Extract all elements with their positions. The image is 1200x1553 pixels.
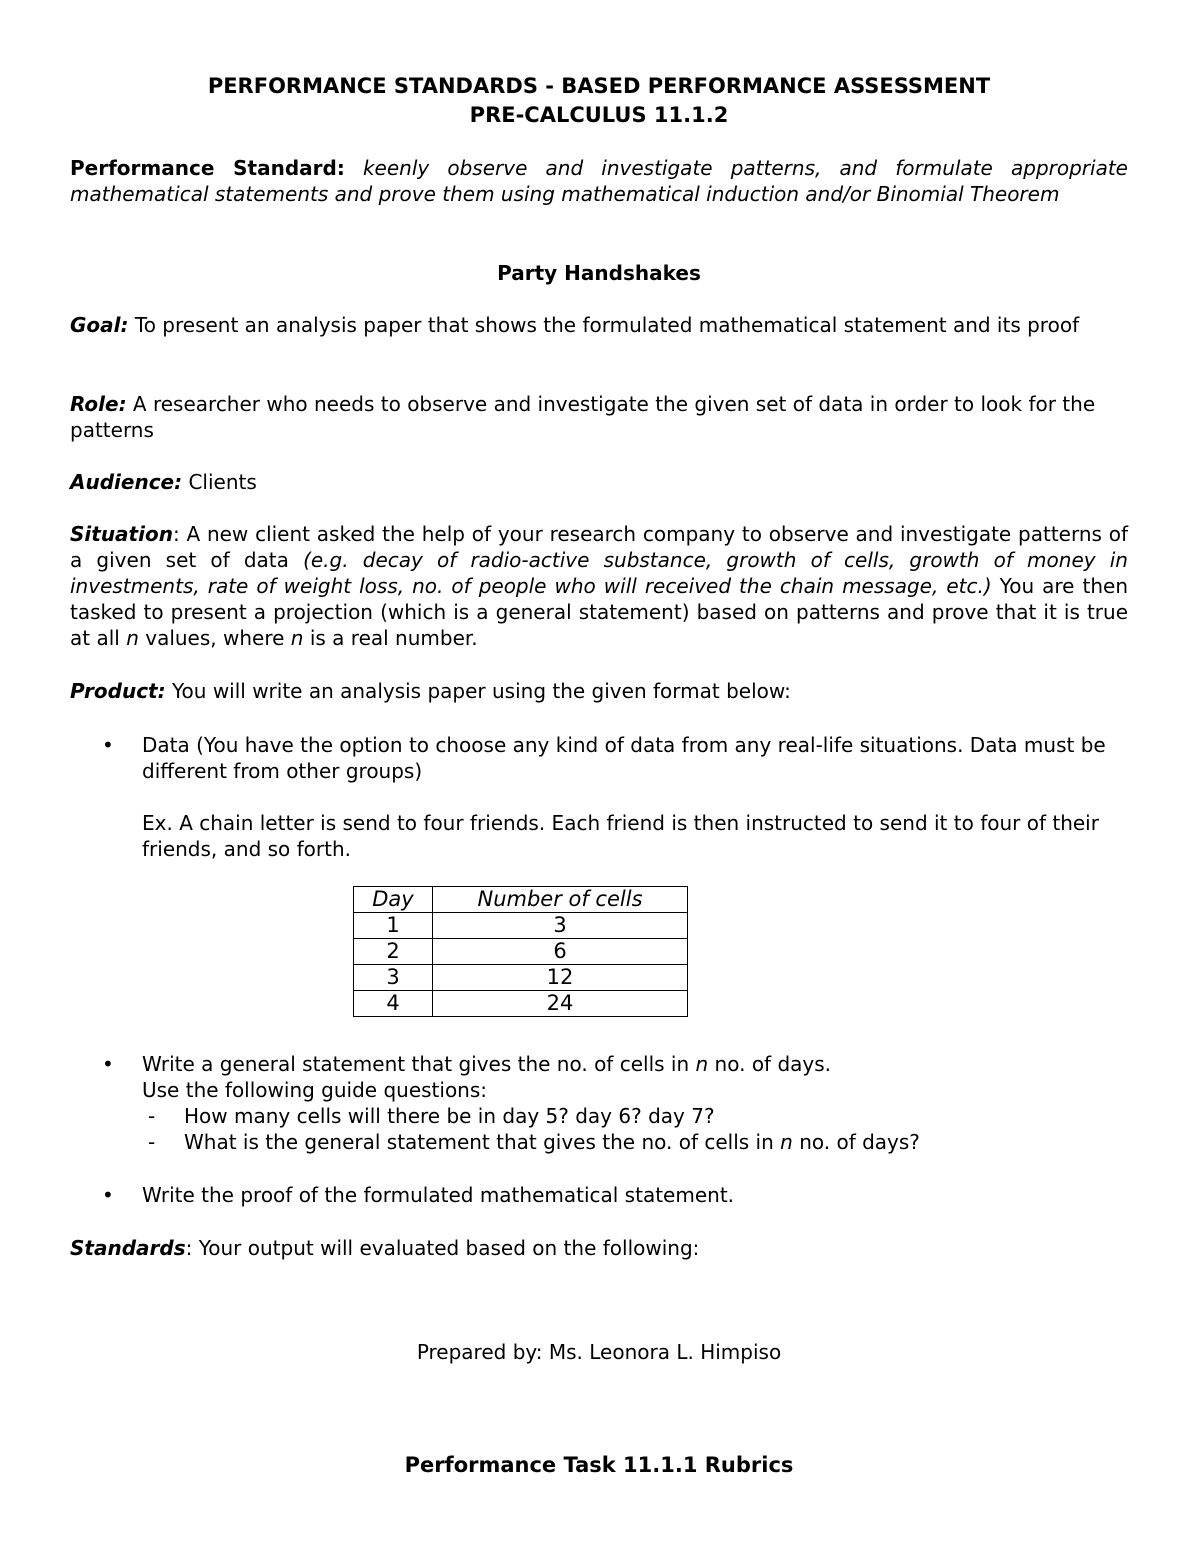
goal-paragraph: [70, 312, 1128, 338]
table-header-day: Day: [354, 887, 433, 913]
situation-text-4: values, where: [145, 626, 285, 650]
situation-var-n: n: [126, 626, 139, 650]
guide-question-2-text: [184, 1129, 920, 1155]
audience-paragraph: [70, 469, 1128, 495]
table-row: [354, 913, 688, 939]
statement-line: [142, 1051, 1128, 1077]
table-row: [354, 965, 688, 991]
situation-examples: (e.g. decay of radio-active substance, growth of cells, growth of money in investments, rate of weight loss, no. of people who will received the chain message, etc.): [70, 548, 1128, 598]
guide-intro: Use the following guide questions:: [142, 1078, 488, 1102]
document-page: [70, 0, 1128, 1553]
bullet-icon: •: [102, 1183, 114, 1207]
audience-text: Clients: [188, 470, 257, 494]
example-text: Ex. A chain letter is send to four friends. Each friend is then instructed to send it to four of their friends, and so forth.: [142, 811, 1099, 861]
goal-label: Goal:: [70, 313, 129, 337]
task-title: Party Handshakes: [497, 261, 701, 285]
bullet-proof-text: Write the proof of the formulated mathematical statement.: [142, 1183, 735, 1207]
standards-paragraph: [70, 1235, 1128, 1261]
bullet-statement-block: [142, 1051, 1128, 1155]
rubrics-title: Performance Task 11.1.1 Rubrics: [404, 1453, 794, 1477]
statement-var-n: n: [695, 1052, 709, 1076]
situation-label: Situation: [70, 522, 173, 546]
bullet-data-text: Data (You have the option to choose any kind of data from any real-life situations. Data must be different from other groups): [142, 733, 1106, 783]
table-row: [354, 991, 688, 1017]
table-cell-cells: 24: [433, 991, 688, 1017]
guide-question-1-text: How many cells will there be in day 5? day 6? day 7?: [184, 1104, 715, 1128]
bullet-icon: •: [102, 1052, 114, 1076]
audience-label: Audience:: [70, 470, 183, 494]
situation-var-n-2: n: [290, 626, 304, 650]
guide-question-2: [142, 1129, 1128, 1155]
dash-icon: -: [148, 1104, 156, 1128]
standards-label: Standards: [70, 1236, 186, 1260]
table-cell-day: 3: [354, 965, 433, 991]
performance-standard-paragraph: [70, 155, 1128, 207]
prepared-by: Prepared by: Ms. Leonora L. Himpiso: [416, 1340, 782, 1364]
performance-standard-label: Performance Standard:: [70, 156, 345, 180]
product-paragraph: [70, 678, 1128, 704]
guide-q2-var-n: n: [780, 1130, 793, 1154]
product-text: You will write an analysis paper using the given format below:: [171, 679, 791, 703]
document-subtitle: PRE-CALCULUS 11.1.2: [469, 103, 729, 127]
guide-question-1: [142, 1103, 1128, 1129]
situation-text-3: You are then tasked to present a projection (which is a general statement) based on patterns and prove that it is true at all: [70, 574, 1128, 650]
table-cell-day: 4: [354, 991, 433, 1017]
role-label: Role:: [70, 392, 127, 416]
table-cell-cells: 3: [433, 913, 688, 939]
table-cell-day: 2: [354, 939, 433, 965]
situation-paragraph: [70, 521, 1128, 651]
standards-text: : Your output will evaluated based on the following:: [185, 1236, 700, 1260]
guide-q2-text-2: no. of days?: [799, 1130, 920, 1154]
table-cell-cells: 12: [433, 965, 688, 991]
dash-icon: -: [148, 1130, 156, 1154]
table-header-cells: Number of cells: [433, 887, 688, 913]
statement-text-1: Write a general statement that gives the no. of cells in: [142, 1052, 690, 1076]
table-header-row: [354, 887, 688, 913]
product-label: Product:: [70, 679, 166, 703]
performance-standard-text: keenly observe and investigate patterns, and formulate appropriate mathematical statements and prove them using mathematical induction and/or Binomial Theorem: [70, 156, 1128, 206]
document-title: PERFORMANCE STANDARDS - BASED PERFORMANCE ASSESSMENT: [207, 74, 991, 98]
bullet-icon: •: [102, 733, 114, 757]
role-paragraph: [70, 391, 1128, 443]
table-cell-day: 1: [354, 913, 433, 939]
situation-text-5: is a real number.: [309, 626, 478, 650]
statement-text-2: no. of days.: [714, 1052, 832, 1076]
table-cell-cells: 6: [433, 939, 688, 965]
goal-text: To present an analysis paper that shows the formulated mathematical statement and its proof: [134, 313, 1080, 337]
situation-text-1: : A new client asked the help of your research company to observe and investigate patterns of a given set of data: [70, 522, 1128, 572]
role-text: A researcher who needs to observe and investigate the given set of data in order to look for the patterns: [70, 392, 1096, 442]
guide-q2-text-1: What is the general statement that gives the no. of cells in: [184, 1130, 774, 1154]
data-table: [353, 886, 688, 1017]
table-row: [354, 939, 688, 965]
